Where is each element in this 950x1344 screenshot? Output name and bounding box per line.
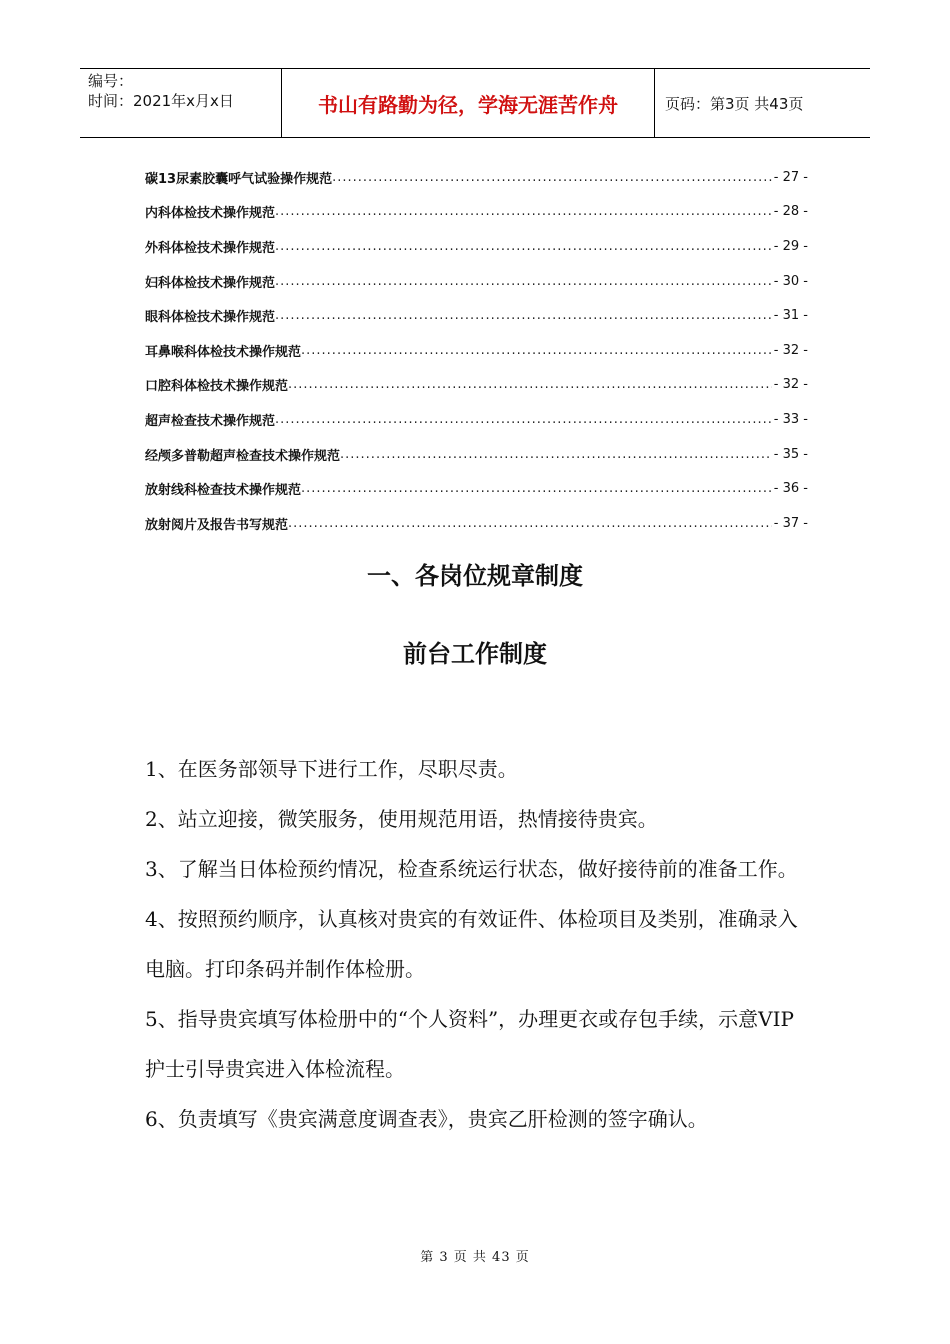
toc-entry[interactable] bbox=[145, 229, 808, 264]
toc-entry-page: - 31 - bbox=[773, 308, 808, 324]
document-time-label: 时间：2021年x月x日 bbox=[88, 92, 234, 110]
toc-entry-page: - 36 - bbox=[773, 481, 808, 497]
toc-leader-dots bbox=[275, 239, 772, 254]
header-motto: 书山有路勤为径，学海无涯苦作舟 bbox=[281, 69, 655, 137]
subsection-title: 前台工作制度 bbox=[403, 640, 547, 668]
toc-entry-page: - 29 - bbox=[773, 238, 808, 254]
toc-entry-title: 内科体检技术操作规范 bbox=[145, 206, 276, 222]
header-left-cell bbox=[80, 69, 281, 137]
body-paragraph: 3、了解当日体检预约情况，检查系统运行状态，做好接待前的准备工作。 bbox=[145, 857, 798, 881]
toc-entry-title: 妇科体检技术操作规范 bbox=[145, 275, 276, 291]
toc-entry-page: - 30 - bbox=[773, 273, 808, 289]
toc-entry-title: 眼科体检技术操作规范 bbox=[145, 310, 276, 326]
toc-leader-dots bbox=[288, 377, 772, 392]
section-title: 一、各岗位规章制度 bbox=[367, 562, 583, 590]
toc-entry[interactable] bbox=[145, 298, 808, 333]
toc-entry-page: - 32 - bbox=[773, 377, 808, 393]
toc-entry-page: - 35 - bbox=[773, 446, 808, 462]
body-paragraph: 4、按照预约顺序，认真核对贵宾的有效证件、体检项目及类别，准确录入电脑。打印条码并制作体检册。 bbox=[145, 907, 798, 981]
toc-leader-dots bbox=[301, 343, 772, 358]
toc-leader-dots bbox=[288, 516, 772, 531]
body-paragraph: 6、负责填写《贵宾满意度调查表》，贵宾乙肝检测的签字确认。 bbox=[145, 1107, 708, 1131]
toc-entry-title: 碳13尿素胶囊呼气试验操作规范 bbox=[145, 171, 333, 187]
toc-leader-dots bbox=[275, 274, 772, 289]
toc-entry-title: 超声检查技术操作规范 bbox=[145, 413, 276, 429]
toc-entry-page: - 33 - bbox=[773, 411, 808, 427]
toc-entry-page: - 32 - bbox=[773, 342, 808, 358]
toc-entry[interactable] bbox=[145, 368, 808, 403]
toc-entry-title: 放射阅片及报告书写规范 bbox=[145, 517, 289, 533]
toc-entry-page: - 28 - bbox=[773, 204, 808, 220]
body-text bbox=[145, 744, 810, 1144]
toc-entry[interactable] bbox=[145, 506, 808, 541]
toc-entry-title: 经颅多普勒超声检查技术操作规范 bbox=[145, 448, 341, 464]
toc-leader-dots bbox=[340, 447, 772, 462]
toc-entry-page: - 37 - bbox=[773, 515, 808, 531]
toc-entry[interactable] bbox=[145, 264, 808, 299]
body-paragraph: 2、站立迎接，微笑服务，使用规范用语，热情接待贵宾。 bbox=[145, 807, 658, 831]
toc-leader-dots bbox=[275, 308, 772, 323]
toc-entry[interactable] bbox=[145, 160, 808, 195]
toc-entry[interactable] bbox=[145, 471, 808, 506]
toc-leader-dots bbox=[275, 204, 772, 219]
toc-leader-dots bbox=[301, 481, 772, 496]
page-footer: 第 3 页 共 43 页 bbox=[420, 1250, 530, 1265]
document-number-label: 编号： bbox=[88, 72, 134, 90]
body-paragraph: 1、在医务部领导下进行工作，尽职尽责。 bbox=[145, 757, 518, 781]
table-of-contents bbox=[145, 160, 808, 541]
toc-entry-title: 口腔科体检技术操作规范 bbox=[145, 379, 289, 395]
toc-leader-dots bbox=[275, 412, 772, 427]
toc-entry-page: - 27 - bbox=[773, 169, 808, 185]
page-header bbox=[80, 68, 870, 138]
toc-entry-title: 耳鼻喉科体检技术操作规范 bbox=[145, 344, 302, 360]
toc-entry-title: 外科体检技术操作规范 bbox=[145, 240, 276, 256]
header-page-info: 页码：第3页 共43页 bbox=[665, 94, 804, 113]
toc-entry[interactable] bbox=[145, 195, 808, 230]
toc-entry-title: 放射线科检查技术操作规范 bbox=[145, 483, 302, 499]
toc-entry[interactable] bbox=[145, 437, 808, 472]
toc-entry[interactable] bbox=[145, 333, 808, 368]
toc-leader-dots bbox=[332, 170, 772, 185]
toc-entry[interactable] bbox=[145, 402, 808, 437]
body-paragraph: 5、指导贵宾填写体检册中的“个人资料”，办理更衣或存包手续，示意VIP护士引导贵宾进入体检流程。 bbox=[145, 1007, 794, 1081]
